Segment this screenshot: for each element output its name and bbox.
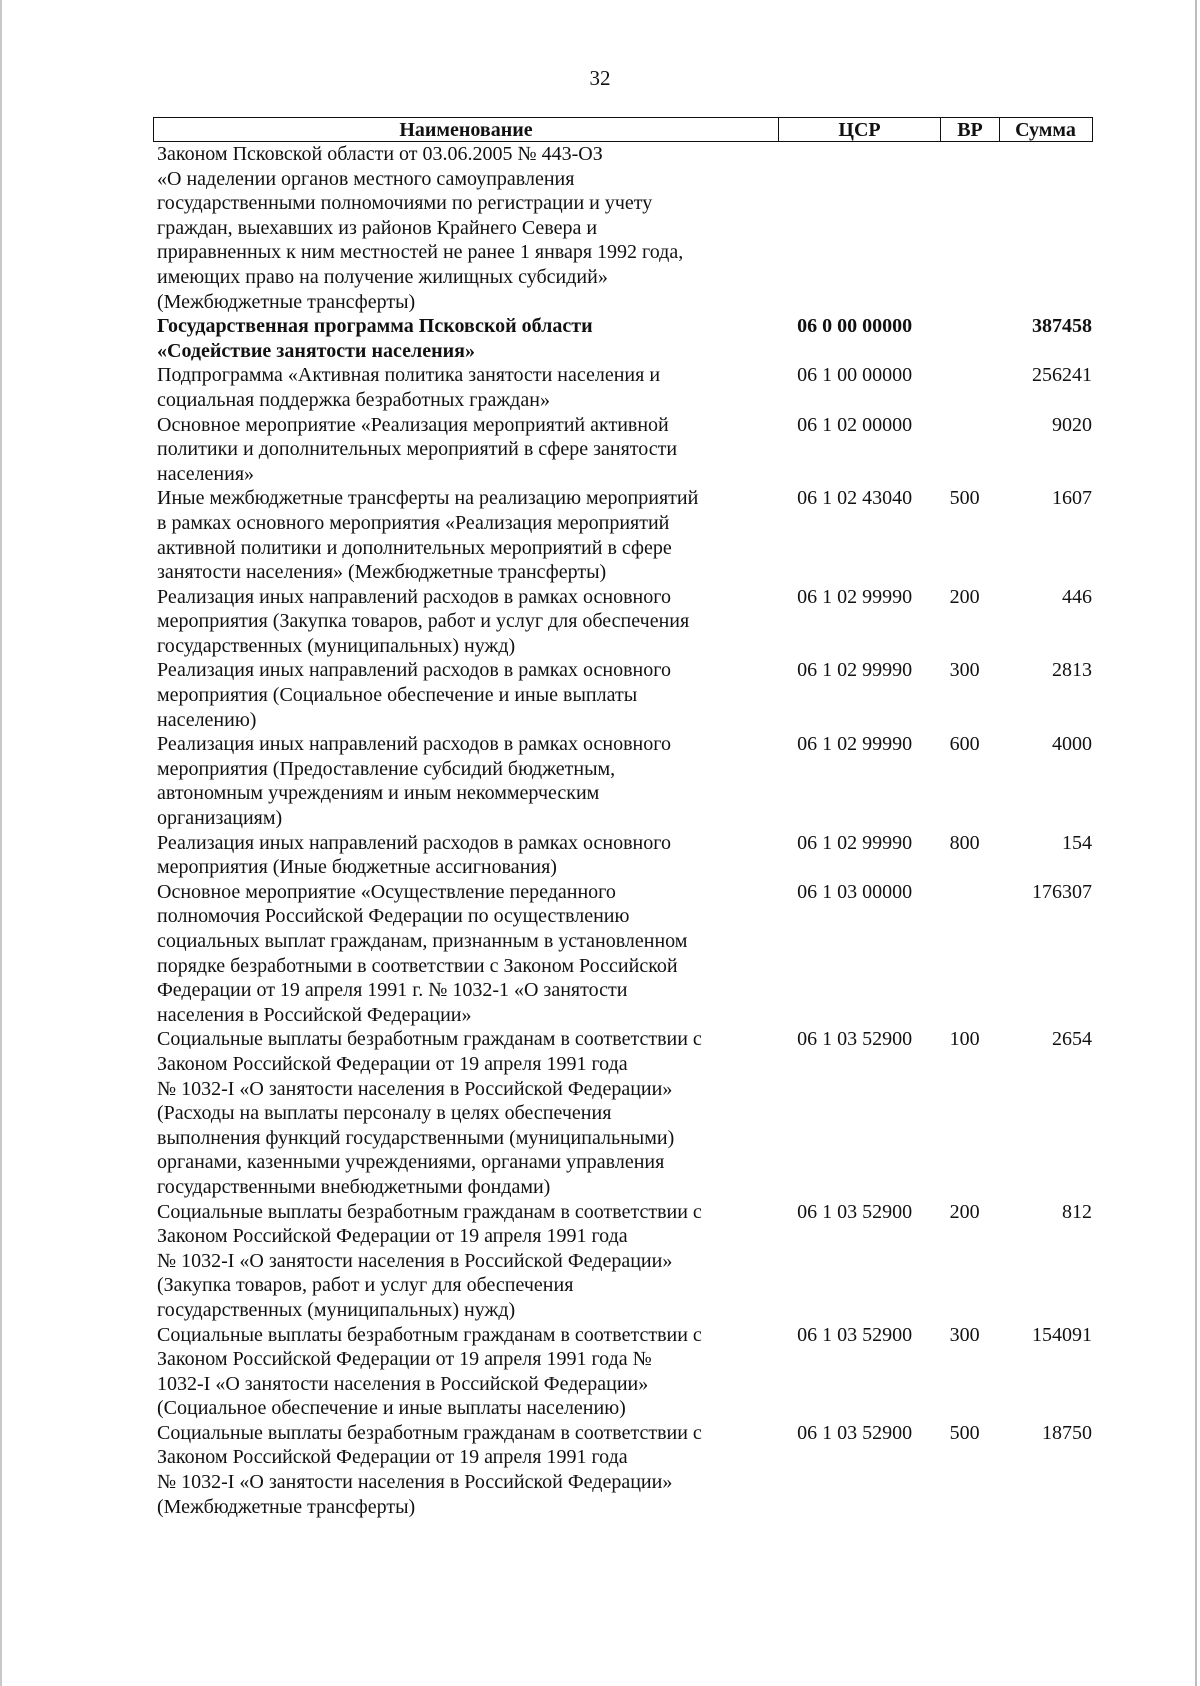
row-csr: 06 1 02 99990	[797, 659, 913, 682]
table-row	[157, 732, 1097, 830]
table-row	[157, 658, 1097, 732]
table-row	[157, 1027, 1097, 1199]
table-row	[157, 1421, 1097, 1519]
row-csr: 06 1 03 52900	[797, 1200, 913, 1223]
table-row	[157, 142, 1097, 314]
row-csr: 06 1 00 00000	[797, 364, 913, 387]
row-sum: 387458	[1032, 315, 1093, 338]
table-row	[157, 880, 1097, 1028]
row-name: Иные межбюджетные трансферты на реализацию мероприятий в рамках основного мероприятия «Реализация мероприятий активной политики и дополнительных мероприятий в сфере занятости населения» (Межбюджетные трансферты)	[157, 487, 699, 584]
row-name: Социальные выплаты безработным гражданам в соответствии с Законом Российской Федерации от 19 апреля 1991 года № 1032-I «О занятости населения в Российской Федерации» (Межбюджетные трансферты)	[157, 1421, 702, 1518]
row-sum: 154091	[1032, 1323, 1093, 1346]
row-name: Основное мероприятие «Осуществление переданного полномочия Российской Федерации по осуществлению социальных выплат гражданам, признанным в установленном порядке безработными в соответствии с Законом Российской Федерации от 19 апреля 1991 г. № 1032-1 «О занятости населения в Российской Федерации»	[157, 880, 688, 1026]
row-vr: 600	[949, 733, 980, 756]
table-row	[157, 413, 1097, 487]
row-name: Подпрограмма «Активная политика занятости населения и социальная поддержка безработных граждан»	[157, 364, 661, 411]
scan-left-edge	[0, 0, 2, 1686]
header-name: Наименование	[399, 118, 533, 141]
page-number: 32	[589, 66, 611, 90]
row-csr: 06 1 03 52900	[797, 1028, 913, 1051]
row-name: Социальные выплаты безработным гражданам в соответствии с Законом Российской Федерации от 19 апреля 1991 года № 1032-I «О занятости населения в Российской Федерации» (Социальное обеспечение и иные выплаты населению)	[157, 1323, 702, 1420]
row-name: Реализация иных направлений расходов в рамках основного мероприятия (Социальное обеспечение и иные выплаты населению)	[157, 659, 671, 731]
row-sum: 154	[1062, 831, 1093, 854]
row-sum: 18750	[1042, 1421, 1093, 1444]
row-vr	[946, 314, 1001, 363]
table-row	[157, 585, 1097, 659]
row-csr: 06 1 02 99990	[797, 831, 913, 854]
row-csr: 06 1 03 52900	[797, 1323, 913, 1346]
row-name: Законом Псковской области от 03.06.2005 № 443-ОЗ «О наделении органов местного самоуправления государственными полномочиями по регистрации и учету граждан, выехавших из районов Крайнего Севера и приравненных к ним местностей не ранее 1 января 1992 года, имеющих право на получение жилищных субсидий» (Межбюджетные трансферты)	[157, 143, 684, 313]
row-sum: 2813	[1052, 659, 1093, 682]
row-vr: 100	[949, 1028, 980, 1051]
header-sum: Сумма	[999, 118, 1091, 141]
row-vr: 200	[949, 1200, 980, 1223]
row-sum: 9020	[1052, 413, 1093, 436]
table-row	[157, 1323, 1097, 1421]
table-row	[157, 314, 1097, 363]
row-vr: 500	[949, 1421, 980, 1444]
row-sum: 1607	[1052, 487, 1093, 510]
row-name: Социальные выплаты безработным гражданам в соответствии с Законом Российской Федерации от 19 апреля 1991 года № 1032-I «О занятости населения в Российской Федерации» (Расходы на выплаты персоналу в целях обеспечения выполнения функций государственными (муниципальными) органами, казенными учреждениями, органами управления государственными внебюджетными фондами)	[157, 1028, 702, 1198]
row-csr: 06 1 02 99990	[797, 733, 913, 756]
row-csr: 06 1 02 00000	[797, 413, 913, 436]
row-csr: 06 1 02 43040	[797, 487, 913, 510]
table-row	[157, 486, 1097, 584]
row-csr: 06 0 00 00000	[797, 315, 913, 338]
row-sum: 446	[1062, 585, 1093, 608]
row-name: Реализация иных направлений расходов в рамках основного мероприятия (Предоставление субсидий бюджетным, автономным учреждениям и иным некоммерческим организациям)	[157, 733, 671, 830]
row-sum: 2654	[1052, 1028, 1093, 1051]
row-sum: 256241	[1032, 364, 1093, 387]
row-vr: 500	[949, 487, 980, 510]
row-csr	[785, 142, 945, 314]
row-name: Социальные выплаты безработным гражданам в соответствии с Законом Российской Федерации от 19 апреля 1991 года № 1032-I «О занятости населения в Российской Федерации» (Закупка товаров, работ и услуг для обеспечения государственных (муниципальных) нужд)	[157, 1200, 702, 1321]
row-csr: 06 1 02 99990	[797, 585, 913, 608]
row-csr: 06 1 03 52900	[797, 1421, 913, 1444]
row-vr	[946, 142, 1001, 314]
row-name: Реализация иных направлений расходов в рамках основного мероприятия (Закупка товаров, работ и услуг для обеспечения государственных (муниципальных) нужд)	[157, 585, 690, 657]
row-name: Основное мероприятие «Реализация мероприятий активной политики и дополнительных мероприятий в сфере занятости населения»	[157, 413, 678, 485]
scan-right-edge	[1195, 0, 1197, 1686]
row-vr: 300	[949, 1323, 980, 1346]
table-body	[157, 142, 1097, 1519]
row-vr: 300	[949, 659, 980, 682]
row-sum: 4000	[1052, 733, 1093, 756]
row-vr	[946, 880, 1001, 1028]
row-name: Реализация иных направлений расходов в рамках основного мероприятия (Иные бюджетные ассигнования)	[157, 831, 671, 879]
table-row	[157, 831, 1097, 880]
row-csr: 06 1 03 00000	[797, 880, 913, 903]
header-vr: ВР	[940, 118, 999, 141]
table-row	[157, 363, 1097, 412]
row-vr: 800	[949, 831, 980, 854]
table-header	[153, 117, 1093, 142]
row-sum: 176307	[1032, 880, 1093, 903]
table-row	[157, 1200, 1097, 1323]
row-vr	[946, 363, 1001, 412]
row-name: Государственная программа Псковской области «Содействие занятости населения»	[157, 315, 593, 362]
header-csr: ЦСР	[778, 118, 940, 141]
row-vr	[946, 413, 1001, 487]
row-vr: 200	[949, 585, 980, 608]
row-sum: 812	[1062, 1200, 1093, 1223]
row-sum	[1001, 142, 1097, 314]
